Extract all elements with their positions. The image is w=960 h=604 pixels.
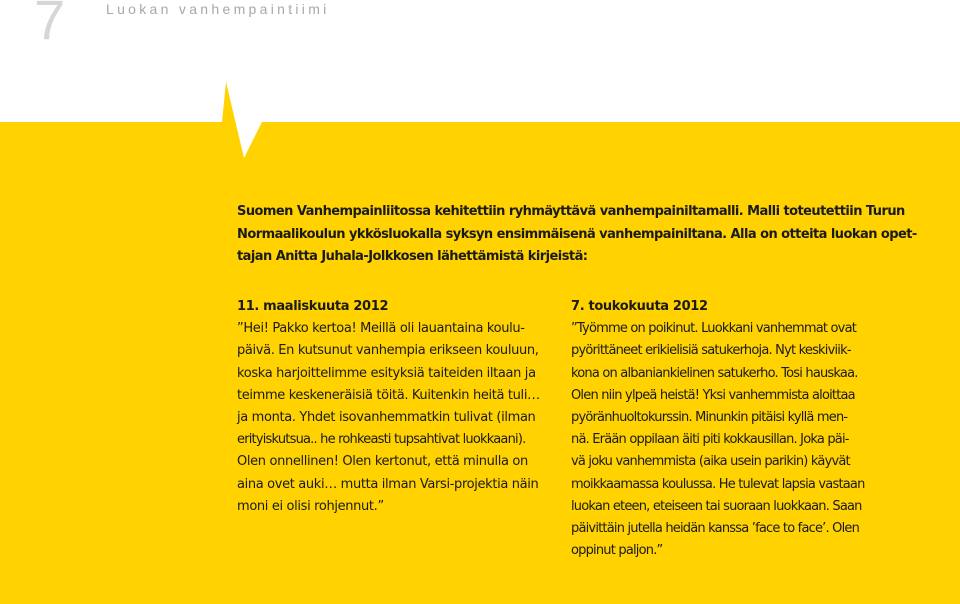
letter-line: pyöränhuoltokurssin. Minunkin pitäisi kyllä men- (571, 410, 848, 426)
letter-line: Olen niin ylpeä heistä! Yksi vanhemmista aloittaa (571, 387, 855, 403)
letter-line: päivä. En kutsunut vanhempia erikseen kouluun, (237, 343, 539, 359)
letter-line: ja monta. Yhdet isovanhemmatkin tulivat (ilman (237, 410, 536, 426)
letter-line: aina ovet auki… mutta ilman Varsi-projektia näin (237, 476, 539, 492)
letter-line: moni ei olisi rohjennut.” (237, 498, 384, 514)
letter-may (571, 296, 865, 562)
letter-line: moikkaamassa koulussa. He tulevat lapsia vastaan (571, 476, 865, 492)
letter-line: ”Työmme on poikinut. Luokkani vanhemmat ovat (571, 321, 857, 337)
letter-date: 7. toukokuuta 2012 (571, 299, 708, 314)
intro-paragraph (237, 201, 917, 269)
intro-line: tajan Anitta Juhala-Jolkkosen lähettämistä kirjeistä: (237, 249, 588, 264)
letter-line: päivittäin jutella heidän kanssa ’face to face’. Olen (571, 521, 860, 537)
letter-line: kona on albaniankielinen satukerho. Tosi hauskaa. (571, 365, 858, 381)
letter-line: nä. Erään oppilaan äiti piti kokkausillan. Joka päi- (571, 432, 849, 448)
letter-line: teimme keskeneräisiä töitä. Kuitenkin heitä tuli… (237, 387, 540, 403)
running-head: Luokan vanhempaintiimi (106, 1, 330, 17)
page-number: 7 (34, 0, 66, 51)
letter-line: ”Hei! Pakko kertoa! Meillä oli lauantaina koulu- (237, 321, 525, 337)
letter-line: Olen onnellinen! Olen kertonut, että minulla on (237, 454, 528, 470)
letter-line: erityiskutsua.. he rohkeasti tupsahtivat luokkaani). (237, 432, 526, 448)
letter-line: luokan eteen, eteiseen tai suoraan luokkaan. Saan (571, 498, 862, 514)
letter-line: vä joku vanhemmista (aika usein parikin) käyvät (571, 454, 850, 470)
intro-line: Normaalikoulun ykkösluokalla syksyn ensimmäisenä vanhempainiltana. Alla on otteita luokan opet- (237, 226, 917, 242)
letter-march (237, 296, 540, 518)
letter-line: koska harjoittelimme esityksiä taiteiden iltaan ja (237, 365, 536, 381)
letter-date: 11. maaliskuuta 2012 (237, 299, 389, 314)
intro-line: Suomen Vanhempainliitossa kehitettiin ryhmäyttävä vanhempainiltamalli. Malli toteutettiin Turun (237, 204, 905, 219)
letter-line: oppinut paljon.” (571, 543, 663, 559)
letter-line: pyörittäneet erikielisiä satukerhoja. Nyt keskiviik- (571, 343, 851, 359)
